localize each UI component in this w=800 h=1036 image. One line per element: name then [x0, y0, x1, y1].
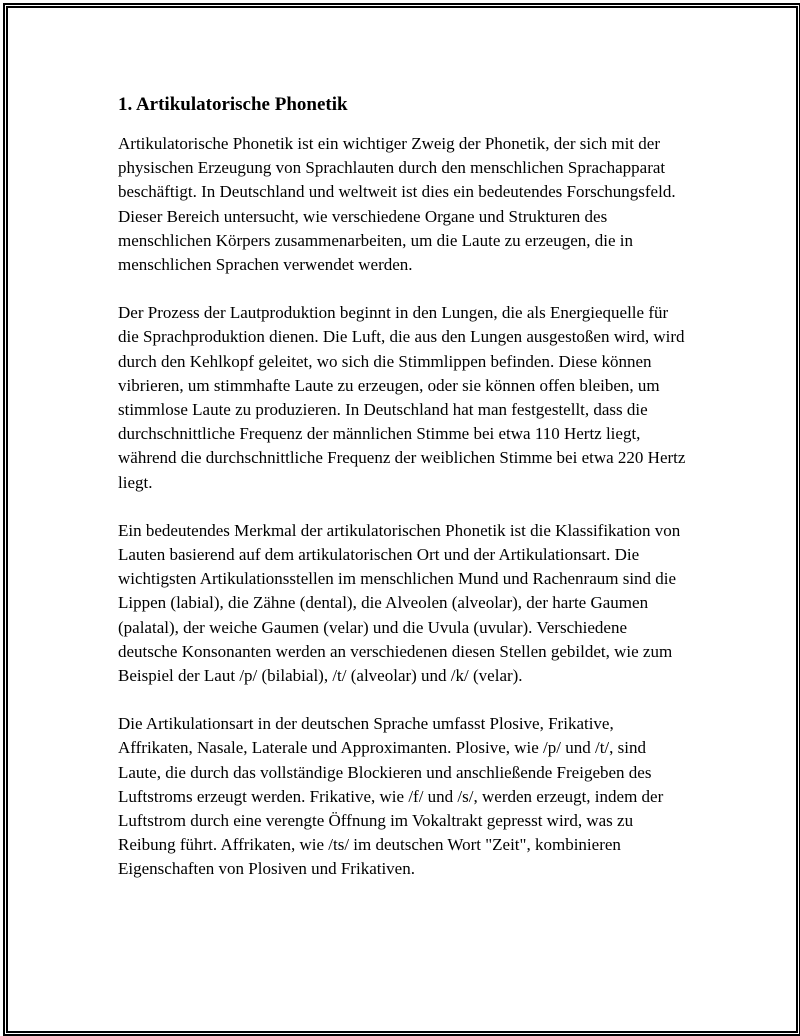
paragraph-1: Artikulatorische Phonetik ist ein wichtiger Zweig der Phonetik, der sich mit der physischen Erzeugung von Sprachlauten durch den menschlichen Sprachapparat beschäftigt. In Deutschland und weltweit ist dies ein bedeutendes Forschungsfeld. Dieser Bereich untersucht, wie verschiedene Organe und Strukturen des menschlichen Körpers zusammenarbeiten, um die Laute zu erzeugen, die in menschlichen Sprachen verwendet werden.	[118, 134, 676, 275]
document-body	[118, 92, 688, 906]
paragraph-2: Der Prozess der Lautproduktion beginnt in den Lungen, die als Energiequelle für die Sprachproduktion dienen. Die Luft, die aus den Lungen ausgestoßen wird, wird durch den Kehlkopf geleitet, wo sich die Stimmlippen befinden. Diese können vibrieren, um stimmhafte Laute zu erzeugen, oder sie können offen bleiben, um stimmlose Laute zu produzieren. In Deutschland hat man festgestellt, dass die durchschnittliche Frequenz der männlichen Stimme bei etwa 110 Hertz liegt, während die durchschnittliche Frequenz der weiblichen Stimme bei etwa 220 Hertz liegt.	[118, 303, 686, 492]
paragraph-3: Ein bedeutendes Merkmal der artikulatorischen Phonetik ist die Klassifikation von Lauten basierend auf dem artikulatorischen Ort und der Artikulationsart. Die wichtigsten Artikulationsstellen im menschlichen Mund und Rachenraum sind die Lippen (labial), die Zähne (dental), die Alveolen (alveolar), der harte Gaumen (palatal), der weiche Gaumen (velar) und die Uvula (uvular). Verschiedene deutsche Konsonanten werden an verschiedenen diesen Stellen gebildet, wie zum Beispiel der Laut /p/ (bilabial), /t/ (alveolar) und /k/ (velar).	[118, 520, 681, 686]
section-heading: 1. Artikulatorische Phonetik	[118, 94, 348, 115]
paragraph-4: Die Artikulationsart in der deutschen Sprache umfasst Plosive, Frikative, Affrikaten, Nasale, Laterale und Approximanten. Plosive, wie /p/ und /t/, sind Laute, die durch das vollständige Blockieren und anschließende Freigeben des Luftstroms erzeugt werden. Frikative, wie /f/ und /s/, werden erzeugt, indem der Luftstrom durch eine verengte Öffnung im Vokaltrakt gepresst wird, was zu Reibung führt. Affrikaten, wie /ts/ im deutschen Wort "Zeit", kombinieren Eigenschaften von Plosiven und Frikativen.	[118, 714, 664, 879]
